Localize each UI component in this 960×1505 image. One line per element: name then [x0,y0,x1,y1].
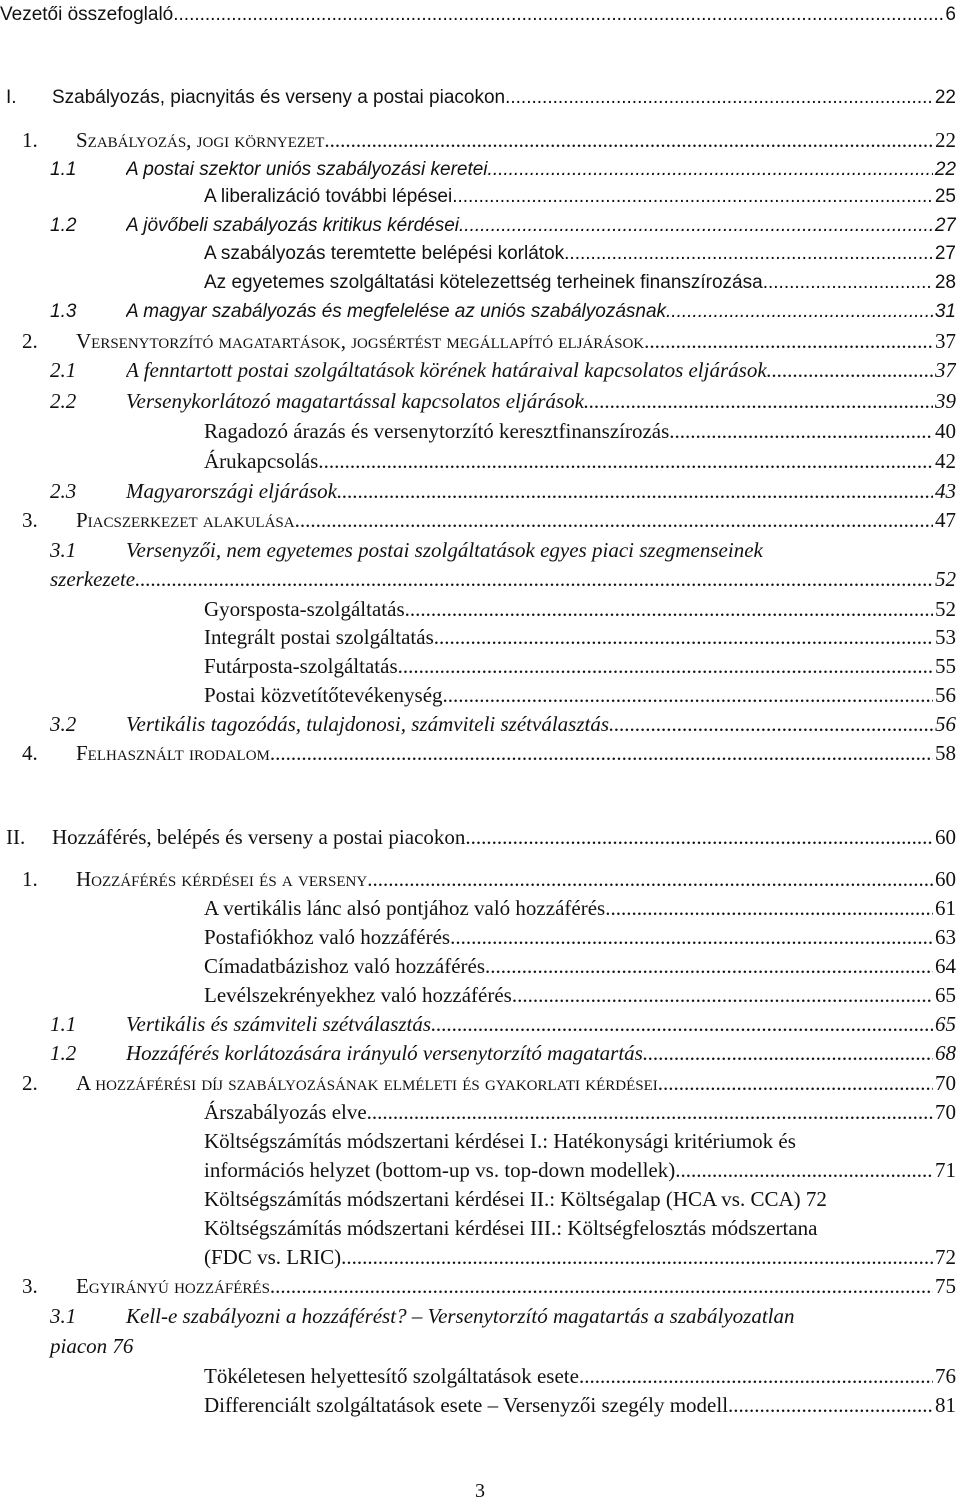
dot-leader [485,951,933,981]
toc-entry-line [76,1271,956,1301]
toc-title: A fenntartott postai szolgáltatások körének határaival kapcsolatos eljárások. [126,358,772,382]
toc-title: Piacszerkezet alakulása [76,508,295,532]
toc-entry-line [126,709,956,739]
toc-page: 75 [935,1274,956,1298]
toc-page: 53 [935,625,956,649]
toc-entry-line [204,239,956,269]
toc-entry-line [204,446,956,476]
dot-leader [658,1068,933,1098]
toc-entry[interactable] [0,1009,960,1039]
toc-title: Az egyetemes szolgáltatási kötelezettség terheinek finanszírozása [204,272,763,293]
dot-leader [367,864,933,894]
toc-entry-line [204,1390,956,1420]
dot-leader [772,355,933,385]
toc-entry[interactable] [0,680,960,710]
dot-leader [493,155,933,185]
toc-page: 6 [945,4,956,25]
toc-number: 1. [22,128,38,152]
dot-leader [135,564,933,594]
toc-entry[interactable] [0,1213,960,1243]
toc-title: Futárposta-szolgáltatás [204,654,398,678]
toc-entry[interactable] [0,922,960,952]
toc-entry-line [76,1068,956,1098]
toc-title: Postai közvetítőtevékenység [204,683,443,707]
toc-title-second-line: piacon 76 [50,1334,134,1358]
toc-title: Vertikális tagozódás, tulajdonosi, számviteli szétválasztás [126,712,610,736]
toc-entry[interactable] [0,1271,960,1301]
dot-leader [270,738,933,768]
toc-entry-line [76,864,956,894]
toc-entry[interactable] [0,709,960,739]
dot-leader [367,1097,933,1127]
toc-entry-line [76,738,956,768]
toc-title: A magyar szabályozás és megfelelése az uniós szabályozásnak [126,301,667,322]
toc-number: 3.1 [50,538,77,562]
toc-number: 1.2 [50,1041,77,1065]
toc-number: 1.2 [50,215,77,236]
toc-page: 42 [935,449,956,473]
toc-title: Versenytorzító magatartások, jogsértést megállapító eljárások [76,329,645,353]
dot-leader [443,680,933,710]
toc-page: 52 [935,567,956,591]
toc-page: 39 [935,389,956,413]
toc-entry[interactable] [0,446,960,476]
toc-title: Differenciált szolgáltatások esete – Versenyzői szegély modell [204,1393,729,1417]
dot-leader [452,182,933,212]
toc-number: I. [6,87,17,108]
toc-entry-line [76,326,956,356]
toc-page: 64 [935,954,956,978]
toc-number: 3.1 [50,1304,77,1328]
dot-leader [669,416,933,446]
dot-leader [505,83,933,113]
toc-entry[interactable] [0,1361,960,1391]
dot-leader [465,822,933,852]
dot-leader [434,622,933,652]
toc-number: 2.3 [50,479,77,503]
toc-entry-line [126,211,956,241]
toc-entry[interactable] [0,1390,960,1420]
toc-number: II. [6,825,26,849]
toc-page: 70 [935,1071,956,1095]
dot-leader [295,505,933,535]
toc-number: 1.1 [50,1012,77,1036]
toc-page: 56 [935,683,956,707]
toc-entry[interactable] [0,1068,960,1098]
toc-entry[interactable] [0,1184,960,1214]
toc-entry[interactable] [0,239,960,269]
toc-page: 81 [935,1393,956,1417]
dot-leader [431,1009,933,1039]
toc-entry-line [204,182,956,212]
toc-title-first-line: Költségszámítás módszertani kérdései III.: Költségfelosztás módszertana [204,1216,818,1240]
toc-entry-line [204,680,956,710]
toc-entry[interactable] [0,1038,960,1068]
toc-title: A postai szektor uniós szabályozási keretei. [126,159,493,180]
toc-page: 65 [935,1012,956,1036]
toc-title: Integrált postai szolgáltatás [204,625,434,649]
toc-number: 3. [22,508,38,532]
toc-entry[interactable] [0,355,960,385]
toc-entry[interactable] [0,297,960,327]
toc-entry-line [126,1009,956,1039]
toc-entry[interactable] [0,951,960,981]
toc-entry-line [126,297,956,327]
toc-page: 37 [935,358,956,382]
toc-number: 2.2 [50,389,77,413]
toc-entry[interactable] [0,594,960,624]
toc-number: 3. [22,1274,38,1298]
toc-entry-line [76,125,956,155]
toc-page: 60 [935,825,956,849]
toc-title: Felhasznált irodalom [76,741,270,765]
toc-entry[interactable] [0,864,960,894]
toc-title-first-line: Kell-e szabályozni a hozzáférést? – Versenytorzító magatartás a szabályozatlan [126,1304,795,1328]
toc-entry-line [204,1155,956,1185]
toc-entry-line [204,416,956,446]
toc-title: Szabályozás, jogi környezet [76,128,325,152]
toc-title: A liberalizáció további lépései [204,186,453,207]
toc-entry-line [204,980,956,1010]
toc-entry-line [76,505,956,535]
toc-title: szerkezete [50,567,136,591]
toc-title: Szabályozás, piacnyitás és verseny a postai piacokon [52,87,506,108]
toc-entry[interactable] [0,622,960,652]
toc-entry[interactable] [0,0,960,30]
toc-number: 1. [22,867,38,891]
toc-page: 72 [935,1245,956,1269]
toc-entry-line [126,1038,956,1068]
toc-entry-line [204,1242,956,1272]
toc-entry-line [204,893,956,923]
toc-entry-line [126,476,956,506]
toc-number: 1.1 [50,159,77,180]
toc-entry[interactable] [0,268,960,298]
toc-page: 65 [935,983,956,1007]
toc-title: Egyirányú hozzáférés [76,1274,270,1298]
dot-leader [173,0,943,30]
toc-page: 60 [935,867,956,891]
toc-entry[interactable] [0,326,960,356]
dot-leader [341,1242,933,1272]
dot-leader [270,1271,933,1301]
toc-entry-continuation[interactable] [0,1155,960,1185]
toc-entry[interactable] [0,738,960,768]
toc-entry[interactable] [0,505,960,535]
dot-leader [324,446,933,476]
toc-page: 76 [935,1364,956,1388]
toc-page: 43 [935,479,956,503]
toc-entry-line [204,268,956,298]
toc-page: 40 [935,419,956,443]
toc-title: Ragadozó árazás és versenytorzító keresztfinanszírozás [204,419,670,443]
dot-leader [459,211,933,241]
toc-entry[interactable] [0,416,960,446]
toc-entry-line [126,155,956,185]
toc-entry[interactable] [0,182,960,212]
toc-title: Levélszekrényekhez való hozzáférés [204,983,512,1007]
toc-number: 3.2 [50,712,77,736]
dot-leader [763,268,933,298]
toc-title: Árukapcsolás. [204,449,324,473]
toc-entry-line [204,922,956,952]
toc-title: Hozzáférés korlátozására irányuló versenytorzító magatartás [126,1041,643,1065]
toc-entry-line [126,355,956,385]
toc-entry[interactable] [0,155,960,185]
toc-title: Postafiókhoz való hozzáférés [204,925,451,949]
toc-entry[interactable] [0,893,960,923]
toc-entry-continuation[interactable] [0,1242,960,1272]
toc-page: 61 [935,896,956,920]
toc-title: A vertikális lánc alsó pontjához való hozzáférés [204,896,606,920]
toc-page: 47 [935,508,956,532]
toc-entry[interactable] [0,476,960,506]
dot-leader [605,893,933,923]
toc-page: 37 [935,329,956,353]
toc-title-first-line: Versenyzői, nem egyetemes postai szolgáltatások egyes piaci szegmenseinek [126,538,763,562]
toc-page: 56 [935,712,956,736]
toc-entry-line [52,83,956,113]
toc-page: 27 [934,215,956,236]
toc-page: 27 [934,243,956,264]
toc-number: 2. [22,1071,38,1095]
toc-title: Vertikális és számviteli szétválasztás [126,1012,432,1036]
toc-page: 25 [934,186,956,207]
toc-entry[interactable] [0,1126,960,1156]
dot-leader [675,1155,933,1185]
toc-title: A jövőbeli szabályozás kritikus kérdései [126,215,460,236]
toc-entry[interactable] [0,651,960,681]
toc-entry[interactable] [0,211,960,241]
toc-number: 4. [22,741,38,765]
toc-entry-line [204,651,956,681]
toc-page: 71 [935,1158,956,1182]
toc-entry-continuation[interactable] [0,1331,960,1361]
toc-entry-line [126,386,956,416]
toc-title: Vezetői összefoglaló [0,4,174,25]
toc-title: Árszabályozás elve [204,1100,367,1124]
toc-title: (FDC vs. LRIC) [204,1245,342,1269]
toc-title: Hozzáférés, belépés és verseny a postai piacokon [52,825,466,849]
dot-leader [450,922,933,952]
dot-leader [512,980,933,1010]
dot-leader [666,297,933,327]
toc-entry[interactable] [0,125,960,155]
toc-number: 2.1 [50,358,77,382]
toc-entry-line [204,594,956,624]
dot-leader [589,386,933,416]
toc-page: 63 [935,925,956,949]
toc-page: 55 [935,654,956,678]
toc-title: Versenykorlátozó magatartással kapcsolatos eljárások. [126,389,590,413]
dot-leader [342,476,933,506]
toc-entry-line [204,1097,956,1127]
toc-entry[interactable] [0,1097,960,1127]
toc-entry[interactable] [0,83,960,113]
toc-entry-line [204,951,956,981]
toc-page: 70 [935,1100,956,1124]
toc-title-first-line: Költségszámítás módszertani kérdései I.: Hatékonysági kritériumok és [204,1129,796,1153]
toc-entry-line [52,822,956,852]
toc-entry-line [204,622,956,652]
toc-entry[interactable] [0,535,960,565]
toc-page: 22 [934,87,956,108]
toc-title: Költségszámítás módszertani kérdései II.: Költségalap (HCA vs. CCA) 72 [204,1187,827,1211]
toc-title: Címadatbázishoz való hozzáférés [204,954,486,978]
toc-title: Hozzáférés kérdései és a verseny [76,867,368,891]
toc-entry-line [204,1361,956,1391]
toc-entry-continuation[interactable] [0,564,960,594]
dot-leader [579,1361,933,1391]
toc-page: 22 [935,128,956,152]
dot-leader [324,125,933,155]
dot-leader [609,709,933,739]
toc-page: 52 [935,597,956,621]
toc-title: Gyorsposta-szolgáltatás. [204,597,410,621]
dot-leader [644,326,933,356]
toc-page: 68 [935,1041,956,1065]
toc-number: 1.3 [50,301,77,322]
dot-leader [643,1038,933,1068]
dot-leader [398,651,933,681]
page-number: 3 [475,1480,485,1502]
toc-entry-line [0,0,956,30]
toc-page: 31 [934,301,956,322]
dot-leader [728,1390,933,1420]
toc-entry-line [50,564,956,594]
toc-title: Magyarországi eljárások. [126,479,343,503]
toc-entry[interactable] [0,1301,960,1331]
toc-page: 22 [934,159,956,180]
toc-number: 2. [22,329,38,353]
toc-title: Tökéletesen helyettesítő szolgáltatások esete [204,1364,579,1388]
toc-title: A hozzáférési díj szabályozásának elméleti és gyakorlati kérdései [76,1071,658,1095]
toc-page: 58 [935,741,956,765]
toc-title: információs helyzet (bottom-up vs. top-down modellek) [204,1158,676,1182]
toc-title: A szabályozás teremtette belépési korlátok [204,243,565,264]
toc-entry[interactable] [0,980,960,1010]
toc-entry[interactable] [0,822,960,852]
dot-leader [564,239,933,269]
dot-leader [410,594,933,624]
toc-entry[interactable] [0,386,960,416]
toc-page: 28 [934,272,956,293]
